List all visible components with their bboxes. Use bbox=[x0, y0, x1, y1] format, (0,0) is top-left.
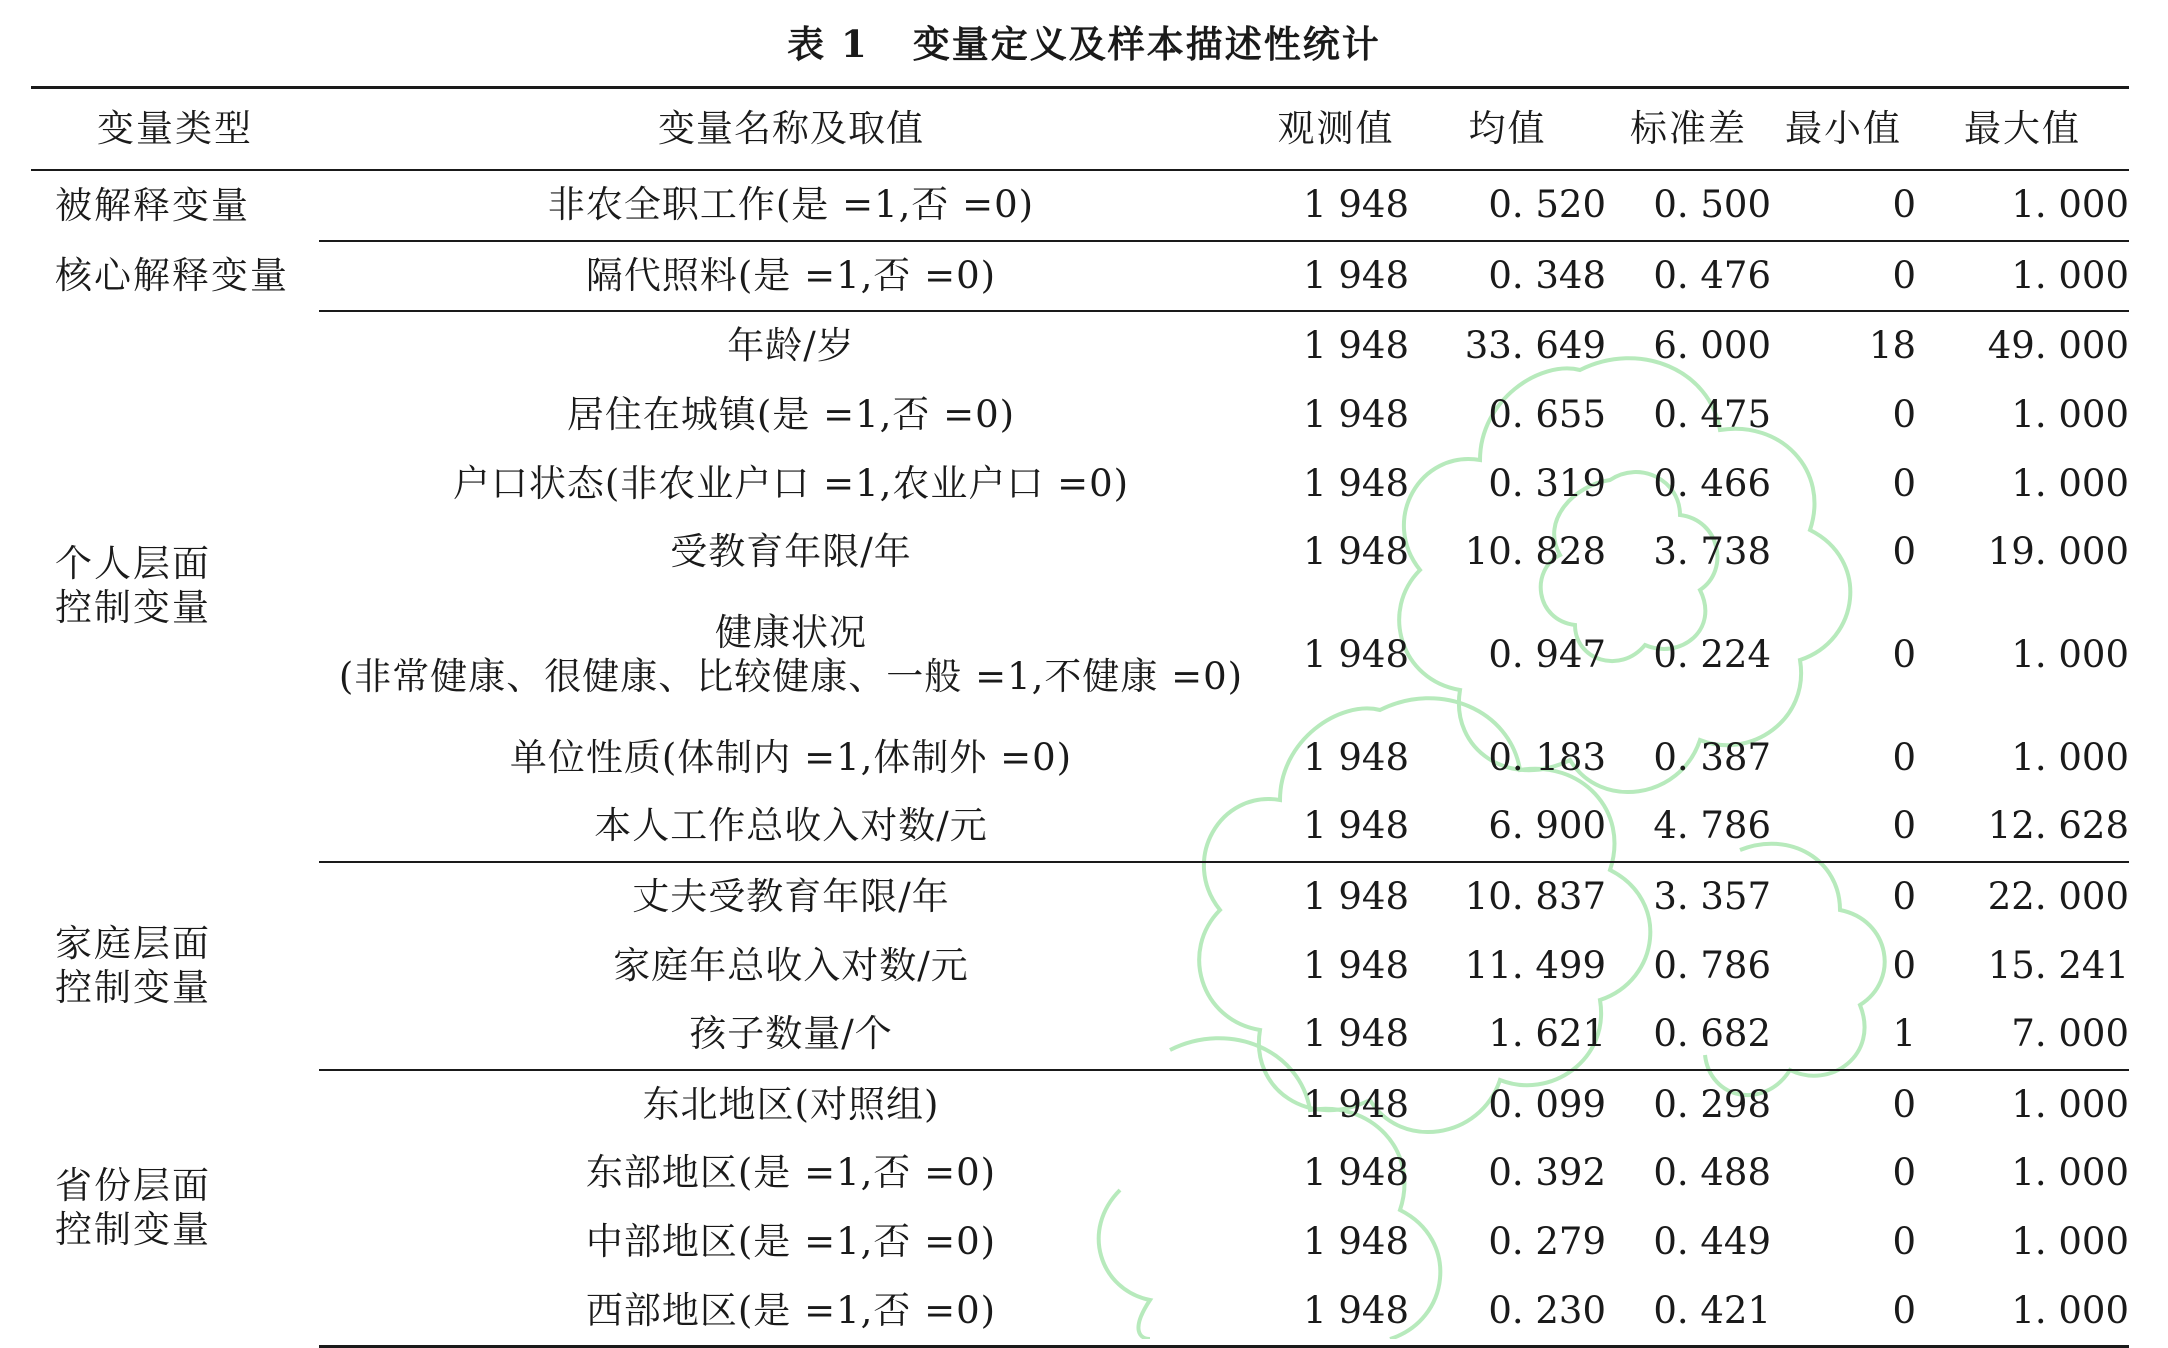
group-label-line: 控制变量 bbox=[55, 586, 211, 630]
min-value: 0 bbox=[1892, 943, 1916, 987]
header-obs: 观测值 bbox=[1263, 88, 1409, 171]
table-row bbox=[31, 1276, 2129, 1346]
table-row bbox=[31, 311, 2129, 381]
header-mean: 均值 bbox=[1409, 88, 1606, 171]
max-value: 1. 000 bbox=[2011, 633, 2129, 677]
min-value: 0 bbox=[1892, 1151, 1916, 1195]
group-label-core: 核心解释变量 bbox=[55, 253, 289, 297]
group-label-individual bbox=[31, 311, 319, 862]
max-value: 1. 000 bbox=[1916, 1070, 2129, 1140]
mean-value: 0. 348 bbox=[1409, 241, 1606, 312]
max-value: 19. 000 bbox=[1987, 530, 2129, 574]
table-row bbox=[31, 587, 2129, 724]
obs-value: 1 948 bbox=[1303, 1220, 1409, 1264]
variable-name: 年龄/岁 bbox=[319, 311, 1263, 381]
min-value: 0 bbox=[1771, 1070, 1916, 1140]
table-row bbox=[31, 724, 2129, 793]
group-label-line: 省份层面 bbox=[55, 1163, 211, 1207]
sd-value: 3. 738 bbox=[1653, 530, 1771, 574]
mean-value: 0. 520 bbox=[1488, 183, 1606, 227]
max-value: 1. 000 bbox=[2011, 735, 2129, 779]
obs-value: 1 948 bbox=[1303, 393, 1409, 437]
variable-name: 居住在城镇(是 =1,否 =0) bbox=[566, 393, 1016, 437]
variable-name: 西部地区(是 =1,否 =0) bbox=[319, 1276, 1263, 1346]
table-row bbox=[31, 862, 2129, 932]
sd-value: 0. 466 bbox=[1653, 461, 1771, 505]
max-value: 49. 000 bbox=[1916, 311, 2129, 381]
table-title: 变量定义及样本描述性统计 bbox=[912, 22, 1381, 66]
sd-value: 0. 449 bbox=[1653, 1220, 1771, 1264]
variable-name: 中部地区(是 =1,否 =0) bbox=[585, 1220, 997, 1264]
group-label-province bbox=[31, 1070, 319, 1347]
mean-value: 0. 183 bbox=[1488, 735, 1606, 779]
obs-value: 1 948 bbox=[1263, 241, 1409, 312]
group-label-line: 控制变量 bbox=[55, 1207, 211, 1251]
table-row bbox=[31, 449, 2129, 518]
variable-name bbox=[319, 587, 1263, 724]
mean-value: 0. 319 bbox=[1488, 461, 1606, 505]
variable-name-line: (非常健康、很健康、比较健康、一般 =1,不健康 =0) bbox=[338, 655, 1244, 699]
obs-value: 1 948 bbox=[1303, 530, 1409, 574]
variable-name: 东部地区(是 =1,否 =0) bbox=[585, 1151, 997, 1195]
obs-value: 1 948 bbox=[1303, 183, 1409, 227]
table-row bbox=[31, 792, 2129, 862]
min-value: 1 bbox=[1892, 1012, 1916, 1056]
sd-value: 0. 421 bbox=[1606, 1276, 1771, 1346]
variable-name: 隔代照料(是 =1,否 =0) bbox=[319, 241, 1263, 312]
max-value: 1. 000 bbox=[1916, 241, 2129, 312]
header-max: 最大值 bbox=[1916, 88, 2129, 171]
max-value: 1. 000 bbox=[1916, 1276, 2129, 1346]
header-row bbox=[31, 88, 2129, 171]
variable-name: 单位性质(体制内 =1,体制外 =0) bbox=[509, 735, 1073, 779]
mean-value: 0. 392 bbox=[1488, 1151, 1606, 1195]
table-row bbox=[31, 170, 2129, 241]
max-value: 7. 000 bbox=[2011, 1012, 2129, 1056]
min-value: 0 bbox=[1892, 633, 1916, 677]
table-row bbox=[31, 931, 2129, 1000]
mean-value: 0. 655 bbox=[1488, 393, 1606, 437]
sd-value: 0. 475 bbox=[1653, 393, 1771, 437]
table-number: 表 1 bbox=[787, 22, 869, 66]
descriptive-stats-table bbox=[31, 86, 2129, 1348]
sd-value: 0. 387 bbox=[1653, 735, 1771, 779]
variable-name: 本人工作总收入对数/元 bbox=[594, 804, 988, 848]
variable-name: 受教育年限/年 bbox=[670, 530, 912, 574]
min-value: 0 bbox=[1771, 862, 1916, 932]
variable-name: 孩子数量/个 bbox=[689, 1012, 893, 1056]
mean-value: 0. 099 bbox=[1409, 1070, 1606, 1140]
sd-value: 0. 476 bbox=[1606, 241, 1771, 312]
obs-value: 1 948 bbox=[1303, 1151, 1409, 1195]
mean-value: 0. 947 bbox=[1488, 633, 1606, 677]
min-value: 0 bbox=[1771, 241, 1916, 312]
group-label-line: 个人层面 bbox=[55, 542, 211, 586]
variable-name: 户口状态(非农业户口 =1,农业户口 =0) bbox=[452, 461, 1130, 505]
table-row bbox=[31, 241, 2129, 312]
header-variable-type: 变量类型 bbox=[31, 88, 319, 171]
sd-value: 3. 357 bbox=[1606, 862, 1771, 932]
mean-value: 10. 837 bbox=[1409, 862, 1606, 932]
mean-value: 0. 230 bbox=[1409, 1276, 1606, 1346]
sd-value: 0. 500 bbox=[1653, 183, 1771, 227]
max-value: 15. 241 bbox=[1987, 943, 2129, 987]
group-label-dependent: 被解释变量 bbox=[55, 183, 250, 227]
sd-value: 0. 786 bbox=[1653, 943, 1771, 987]
table-caption bbox=[0, 14, 2168, 74]
min-value: 0 bbox=[1892, 804, 1916, 848]
obs-value: 1 948 bbox=[1303, 735, 1409, 779]
table-row bbox=[31, 1208, 2129, 1277]
table-row bbox=[31, 1139, 2129, 1208]
min-value: 0 bbox=[1771, 1276, 1916, 1346]
obs-value: 1 948 bbox=[1303, 461, 1409, 505]
min-value: 0 bbox=[1892, 1220, 1916, 1264]
min-value: 0 bbox=[1892, 183, 1916, 227]
max-value: 1. 000 bbox=[2011, 393, 2129, 437]
min-value: 18 bbox=[1771, 311, 1916, 381]
sd-value: 6. 000 bbox=[1606, 311, 1771, 381]
max-value: 1. 000 bbox=[2011, 183, 2129, 227]
sd-value: 0. 682 bbox=[1653, 1012, 1771, 1056]
max-value: 1. 000 bbox=[2011, 1151, 2129, 1195]
variable-name: 非农全职工作(是 =1,否 =0) bbox=[547, 183, 1035, 227]
group-label-line: 家庭层面 bbox=[55, 921, 211, 965]
variable-name: 家庭年总收入对数/元 bbox=[613, 943, 969, 987]
obs-value: 1 948 bbox=[1303, 943, 1409, 987]
min-value: 0 bbox=[1892, 461, 1916, 505]
min-value: 0 bbox=[1892, 735, 1916, 779]
table-row bbox=[31, 1070, 2129, 1140]
mean-value: 11. 499 bbox=[1464, 943, 1606, 987]
sd-value: 0. 298 bbox=[1606, 1070, 1771, 1140]
obs-value: 1 948 bbox=[1263, 311, 1409, 381]
sd-value: 0. 224 bbox=[1653, 633, 1771, 677]
header-sd: 标准差 bbox=[1606, 88, 1771, 171]
variable-name-line: 健康状况 bbox=[715, 611, 867, 655]
group-label-line: 控制变量 bbox=[55, 965, 211, 1009]
variable-name: 丈夫受教育年限/年 bbox=[319, 862, 1263, 932]
min-value: 0 bbox=[1892, 530, 1916, 574]
obs-value: 1 948 bbox=[1263, 862, 1409, 932]
obs-value: 1 948 bbox=[1263, 1276, 1409, 1346]
max-value: 1. 000 bbox=[2011, 461, 2129, 505]
sd-value: 4. 786 bbox=[1653, 804, 1771, 848]
sd-value: 0. 488 bbox=[1653, 1151, 1771, 1195]
min-value: 0 bbox=[1892, 393, 1916, 437]
group-label-family bbox=[31, 862, 319, 1070]
max-value: 1. 000 bbox=[2011, 1220, 2129, 1264]
mean-value: 33. 649 bbox=[1409, 311, 1606, 381]
obs-value: 1 948 bbox=[1303, 1012, 1409, 1056]
mean-value: 0. 279 bbox=[1488, 1220, 1606, 1264]
mean-value: 1. 621 bbox=[1488, 1012, 1606, 1056]
table-row bbox=[31, 518, 2129, 587]
table-row bbox=[31, 381, 2129, 450]
obs-value: 1 948 bbox=[1303, 804, 1409, 848]
header-variable-name: 变量名称及取值 bbox=[319, 88, 1263, 171]
max-value: 12. 628 bbox=[1987, 804, 2129, 848]
table-row bbox=[31, 1000, 2129, 1070]
header-min: 最小值 bbox=[1771, 88, 1916, 171]
mean-value: 10. 828 bbox=[1464, 530, 1606, 574]
variable-name: 东北地区(对照组) bbox=[319, 1070, 1263, 1140]
obs-value: 1 948 bbox=[1303, 633, 1409, 677]
mean-value: 6. 900 bbox=[1488, 804, 1606, 848]
obs-value: 1 948 bbox=[1263, 1070, 1409, 1140]
max-value: 22. 000 bbox=[1916, 862, 2129, 932]
